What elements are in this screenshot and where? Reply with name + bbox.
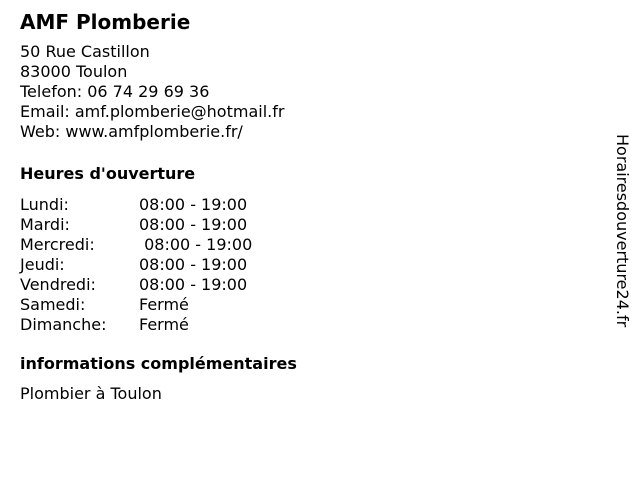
day-label: Vendredi: — [20, 275, 96, 294]
time-value: 08:00 - 19:00 — [139, 235, 253, 254]
street-address: 50 Rue Castillon — [20, 42, 150, 61]
day-label: Jeudi: — [20, 255, 65, 274]
phone-line: Telefon: 06 74 29 69 36 — [20, 82, 210, 101]
business-name: AMF Plomberie — [20, 10, 191, 34]
hours-row-sunday — [20, 315, 252, 335]
opening-hours-table — [20, 195, 252, 335]
hours-row-monday — [20, 195, 252, 215]
hours-row-wednesday — [20, 235, 252, 255]
website-line: Web: www.amfplomberie.fr/ — [20, 122, 243, 141]
time-value: Fermé — [139, 315, 189, 334]
city-postal: 83000 Toulon — [20, 62, 128, 81]
business-card — [20, 10, 600, 403]
hours-row-tuesday — [20, 215, 252, 235]
additional-info-text: Plombier à Toulon — [20, 384, 162, 403]
hours-row-saturday — [20, 295, 252, 315]
site-watermark: Horairesdouverture24.fr — [613, 134, 632, 328]
time-value: 08:00 - 19:00 — [139, 255, 248, 274]
time-value: 08:00 - 19:00 — [139, 195, 248, 214]
address-block — [20, 42, 600, 142]
hours-row-thursday — [20, 255, 252, 275]
time-value: 08:00 - 19:00 — [139, 215, 248, 234]
time-value: 08:00 - 19:00 — [139, 275, 248, 294]
hours-row-friday — [20, 275, 252, 295]
time-value: Fermé — [139, 295, 189, 314]
additional-info-heading: informations complémentaires — [20, 354, 297, 373]
day-label: Lundi: — [20, 195, 69, 214]
day-label: Samedi: — [20, 295, 86, 314]
opening-hours-heading: Heures d'ouverture — [20, 164, 196, 183]
email-line: Email: amf.plomberie@hotmail.fr — [20, 102, 285, 121]
day-label: Mardi: — [20, 215, 70, 234]
day-label: Dimanche: — [20, 315, 107, 334]
day-label: Mercredi: — [20, 235, 95, 254]
